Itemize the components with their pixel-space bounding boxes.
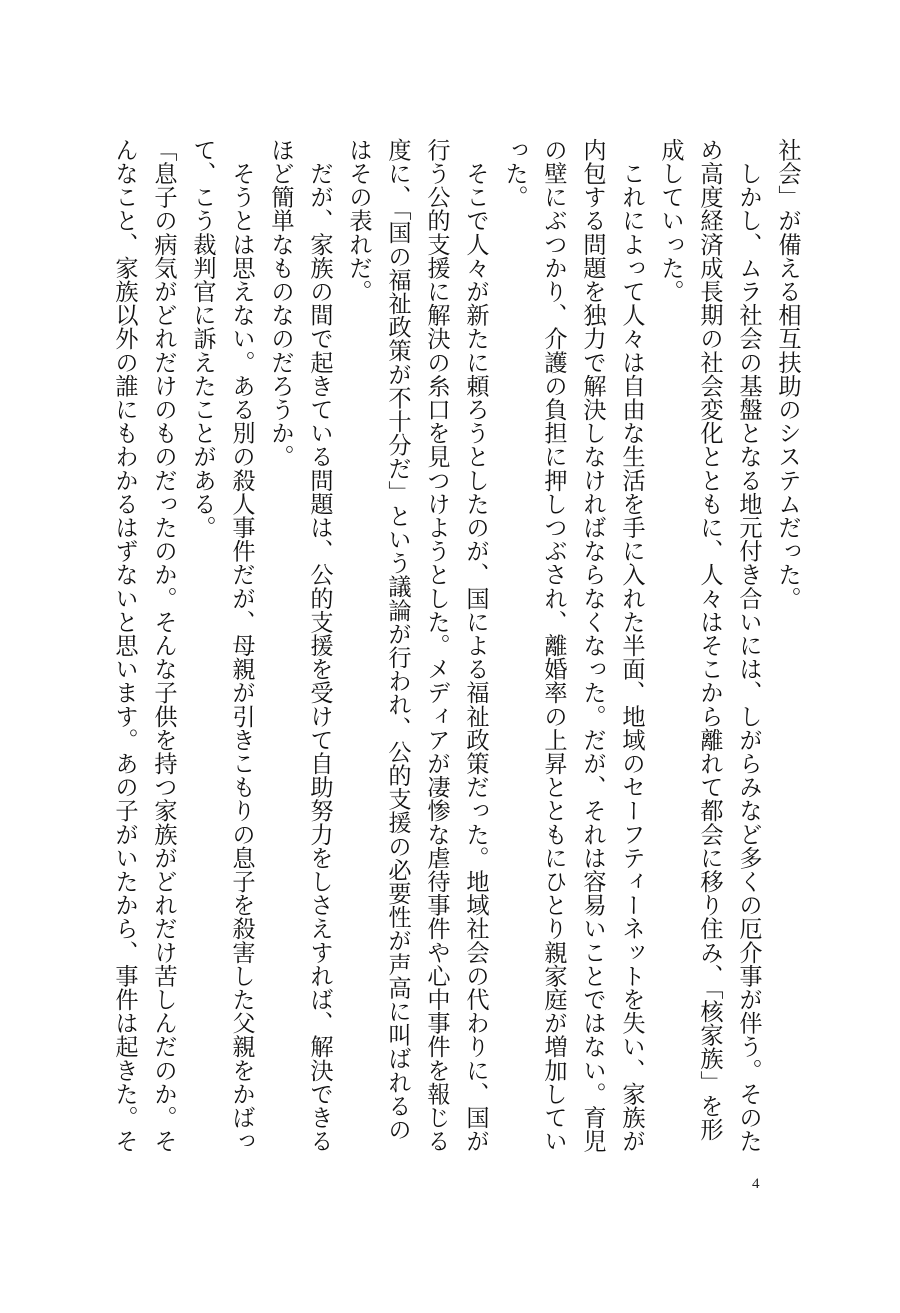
text-line-2: しかし、ムラ社会の基盤となる地元付き合いには、しがらみなど多くの厄介事が伴う。そのた: [735, 138, 762, 1153]
text-line-15: そうとは思えない。ある別の殺人事件だが、母親が引きこもりの息子を殺害した父親をかばっ: [228, 138, 255, 1153]
text-line-14: ほど簡単なものなのだろうか。: [267, 138, 294, 469]
text-line-10: 行う公的支援に解決の糸口を見つけようとした。メディアが凄惨な虐待事件や心中事件を報じる: [423, 138, 450, 1153]
text-line-11: 度に、「国の福祉政策が不十分だ」という議論が行われ、公的支援の必要性が声高に叫ばれるの: [384, 138, 411, 1142]
text-line-13: だが、家族の間で起きている問題は、公的支援を受けて自助努力をしさえすれば、解決できる: [306, 138, 333, 1153]
text-line-1: 社会」が備える相互扶助のシステムだった。: [774, 138, 801, 610]
text-line-3: め高度経済成長期の社会変化とともに、人々はそこから離れて都会に移り住み、「核家族」を形: [696, 138, 723, 1142]
text-line-18: んなこと、家族以外の誰にもわかるはずないと思います。あの子がいたから、事件は起きた。そ: [111, 138, 138, 1153]
text-line-17: 「息子の病気がどれだけのものだったのか。そんな子供を持つ家族がどれだけ苦しんだのか。そ: [150, 138, 177, 1153]
text-line-5: これによって人々は自由な生活を手に入れた半面、地域のセーフティーネットを失い、家族が: [618, 138, 645, 1153]
page-number: 4: [752, 1176, 760, 1192]
text-line-12: はその表れだ。: [345, 138, 372, 304]
text-line-16: て、こう裁判官に訴えたことがある。: [189, 138, 216, 540]
text-line-7: の壁にぶつかり、介護の負担に押しつぶされ、離婚率の上昇とともにひとり親家庭が増加してい: [540, 138, 567, 1153]
text-line-8: った。: [501, 138, 528, 209]
text-line-4: 成していった。: [657, 138, 684, 304]
body-text: [105, 138, 805, 1153]
text-line-9: そこで人々が新たに頼ろうとしたのが、国による福祉政策だった。地域社会の代わりに、国が: [462, 138, 489, 1153]
text-line-6: 内包する問題を独力で解決しなければならなくなった。だが、それは容易いことではない。育児: [579, 138, 606, 1153]
